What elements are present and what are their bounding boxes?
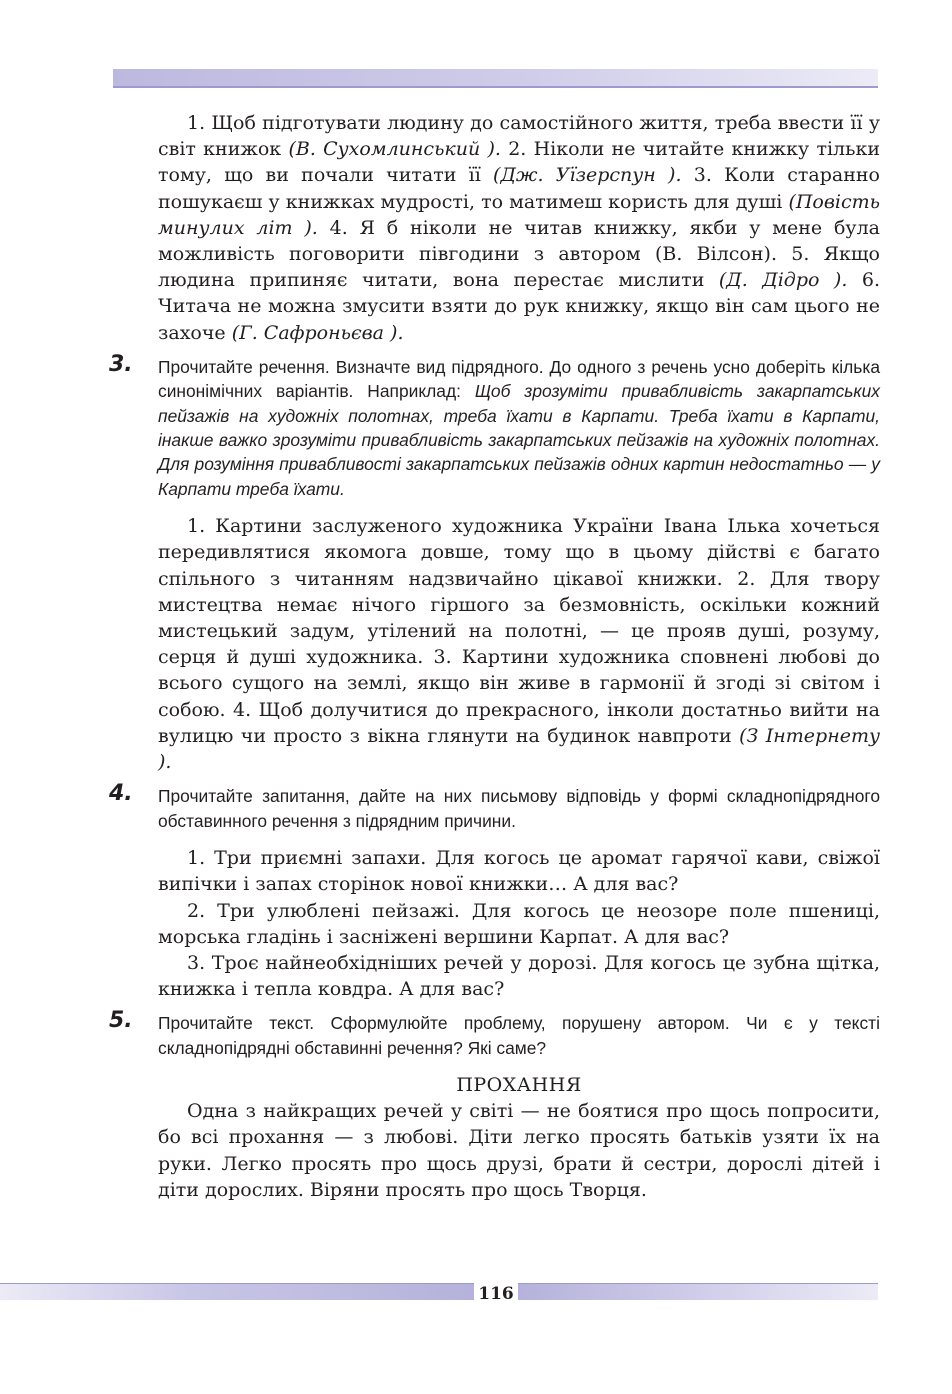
question-3: 3. Троє найнеобхідніших речей у дорозі. Для когось це зубна щітка, книжка і тепла ковдра. А для вас?	[158, 951, 880, 1001]
sentences-text: 1. Картини заслуженого художника України Івана Ілька хочеться передивлятися якомога довше, тому що в цьому дійстві є багато спільного з читанням надзвичайно цікавої книжки. 2. Для твору мистецтва немає нічого гіршого за безмовність, оскільки кожний мистецький задум, утілений на полотні, — це прояв душі, розуму, серця й душі художника. 3. Картини художника сповнені любові до всього сущого на землі, якщо він живе в гармонії й згоді зі світом і собою. 4. Щоб долучитися до прекрасного, інколи достатньо вийти на вулицю чи просто з вікна глянути на будинок навпроти	[158, 515, 880, 747]
task-instruction: Прочитайте речення. Визначте вид підрядного. До одного з речень усно доберіть кілька синонімічних варіантів. Наприклад:	[158, 356, 880, 402]
quote-author-3: (Повість минулих літ ).	[158, 190, 880, 239]
quote-text-1: 1. Щоб підготувати людину до самостійного життя, треба ввести її у світ книжок	[158, 112, 880, 161]
question-1: 1. Три приємні запахи. Для когось це аромат гарячої кави, свіжої випічки і запах сторінок нової книжки… А для вас?	[158, 847, 880, 896]
quote-author-4: (Д. Дідро ).	[718, 269, 848, 292]
task-number: 5.	[109, 1008, 133, 1034]
text-body: Одна з найкращих речей у світі — не боятися про щось попросити, бо всі прохання — з любові. Діти легко просять батьків узяти їх на руки. Легко просять про щось друзі, брати й сестри, дорослі дітей і діти дорослих. Віряни просять про щось Творця.	[158, 1100, 880, 1201]
quotes-paragraph	[158, 110, 880, 346]
quote-author-1: (В. Сухомлинський ).	[288, 138, 501, 161]
quote-author-2: (Дж. Уїзерспун ).	[493, 164, 682, 187]
task-number: 4.	[109, 781, 133, 807]
quote-text-2: 2. Ніколи не читайте книжку тільки тому, що ви почали читати її	[158, 138, 880, 187]
question-2: 2. Три улюблені пейзажі. Для когось це неозоре поле пшениці, морська гладінь і засніжені вершини Карпат. А для вас?	[158, 899, 880, 948]
task-number: 3.	[109, 351, 133, 377]
quote-text-5: 6. Читача не можна змусити взяти до рук книжку, якщо він сам цього не захоче	[158, 269, 880, 344]
task-4	[109, 781, 880, 833]
quote-text-4: 4. Я б ніколи не читав книжку, якби у мене була можливість поговорити півгодини з автором (В. Вілсон). 5. Якщо людина припиняє читати, вона перестає мислити	[158, 216, 880, 292]
header-decorative-bar	[113, 69, 878, 87]
page-content	[109, 110, 881, 1203]
footer-decorative-bar-left	[0, 1284, 474, 1300]
page-number: 116	[478, 1284, 514, 1304]
task-3	[109, 351, 881, 501]
text-title: ПРОХАННЯ	[456, 1074, 582, 1097]
art-sentences-paragraph	[158, 513, 880, 775]
task-example: Щоб зрозуміти привабливість закарпатських пейзажів на художніх полотнах, треба їхати в Карпати. Треба їхати в Карпати, інакше важко зрозуміти привабливість закарпатських пейзажів на художніх полотнах. Для розуміння привабливості закарпатських пейзажів одних картин недостатньо — у Карпати треба їхати.	[158, 381, 881, 499]
task-5	[109, 1008, 880, 1060]
quote-text-3: 3. Коли старанно пошукаєш у книжках мудрості, то матимеш користь для душі	[158, 164, 880, 213]
quote-author-5: (Г. Сафроньєва ).	[231, 321, 404, 344]
footer-decorative-bar-right	[518, 1284, 878, 1300]
task-instruction: Прочитайте текст. Сформулюйте проблему, порушену автором. Чи є у тексті складнопідрядні обставинні речення? Які саме?	[158, 1013, 880, 1058]
task-instruction: Прочитайте запитання, дайте на них письмову відповідь у формі складнопідрядного обставинного речення з підрядним причини.	[158, 786, 880, 831]
sentences-source: (З Інтернету ).	[158, 724, 880, 774]
header-bar-underline	[113, 86, 878, 88]
